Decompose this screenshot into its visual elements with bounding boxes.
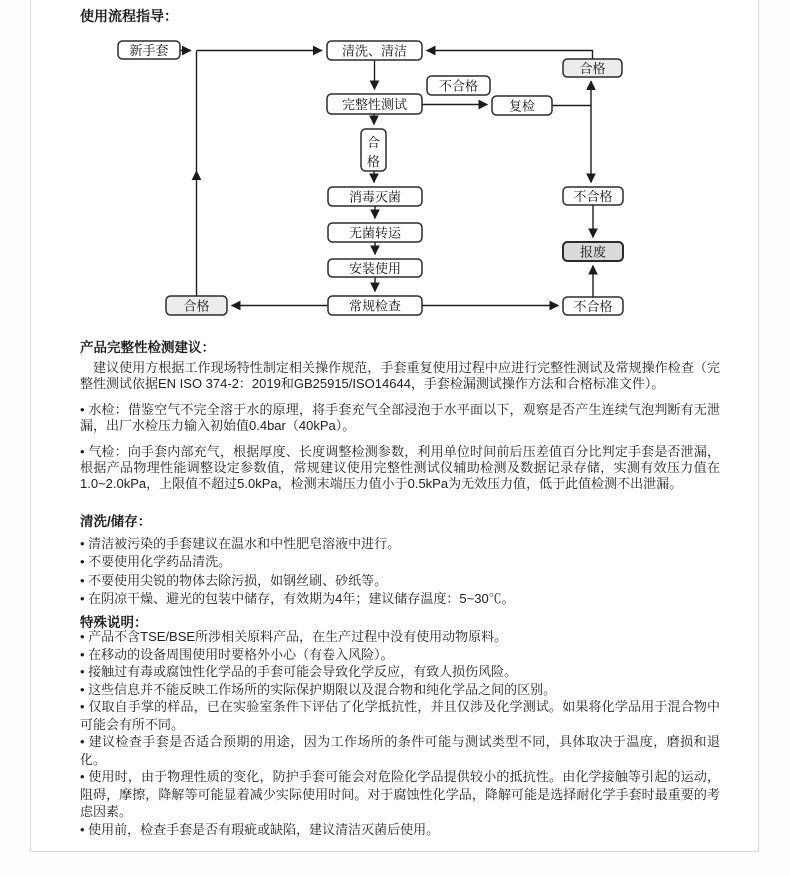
flow-label-disinfect: 消毒灭菌	[348, 189, 402, 205]
flow-label-sterile-transfer: 无菌转运	[348, 225, 402, 241]
flow-label-fail-right-1: 不合格	[573, 189, 613, 204]
flow-label-recheck: 复检	[508, 98, 536, 114]
flow-label-pass-mid-2: 格	[366, 154, 381, 169]
section-heading-cleaning: 清洗/储存：	[80, 514, 152, 529]
integrity-paragraph	[80, 360, 720, 392]
special-bullet-1: • 产品不含TSE/BSE所涉相关原料产品，在生产过程中没有使用动物原料。	[80, 629, 508, 644]
edge-pass-loop-wash	[427, 51, 593, 60]
flow-label-pass-top-right: 合格	[579, 61, 606, 76]
flow-label-scrap: 报废	[579, 244, 607, 260]
usage-flowchart	[0, 0, 790, 330]
flow-label-fail-bottom-right: 不合格	[573, 299, 613, 314]
special-bullet-5: • 仅取自手掌的样品，已在实验室条件下评估了化学抵抗性，并且仅涉及化学测试。如果将化学品用于混合物中可能会有所不同。	[80, 699, 720, 732]
bullet-air-test-text: • 气检：向手套内部充气，根据厚度、长度调整检测参数，利用单位时间前后压差值百分比判定手套是否泄漏，根据产品物理性能调整设定参数值，常规建议使用完整性测试仪辅助检测及数据记录存储，实测有效压力值在1.0~2.0kPa，上限值不超过5.0kPa，检测末端压力值小于0.5kPa为无效压力值，低于此值检测不出泄漏。	[80, 444, 720, 491]
special-bullets	[80, 628, 720, 838]
flow-label-fail-top: 不合格	[438, 78, 479, 94]
cleaning-bullet-1: • 清洁被污染的手套建议在温水和中性肥皂溶液中进行。	[80, 536, 401, 551]
section-heading-integrity: 产品完整性检测建议：	[80, 340, 215, 355]
flow-label-pass-bottom-left: 合格	[183, 298, 210, 314]
cleaning-bullet-4: • 在阴凉干燥、避光的包装中储存，有效期为4年；建议储存温度：5~30℃。	[80, 591, 515, 607]
special-bullet-7: • 使用时，由于物理性质的变化，防护手套可能会对危险化学品提供较小的抵抗性。由化学接触等引起的运动，阻碍，摩擦，降解等可能显着减少实际使用时间。对于腐蚀性化学品，降解可能是选择耐化学手套时最重要的考虑因素。	[80, 769, 720, 819]
cleaning-bullet-3: • 不要使用尖锐的物体去除污损，如钢丝刷、砂纸等。	[80, 572, 388, 588]
cleaning-bullet-2: • 不要使用化学药品清洗。	[80, 554, 232, 570]
special-bullet-8: • 使用前，检查手套是否有瑕疵或缺陷，建议清洁灭菌后使用。	[80, 821, 440, 837]
integrity-paragraph-text: 建议使用方根据工作现场特性制定相关操作规范，手套重复使用过程中应进行完整性测试及常规操作检查（完整性测试依据EN ISO 374-2：2019和GB25915/ISO14644，手套检漏测试操作方法和合格标准文件）。	[80, 360, 720, 391]
special-bullet-3: • 接触过有毒或腐蚀性化学品的手套可能会导致化学反应，有致人损伤风险。	[80, 664, 518, 679]
page-title: 使用流程指导：	[80, 8, 178, 24]
flow-label-pass-mid-1: 合	[366, 135, 381, 150]
flow-nodes	[118, 41, 623, 315]
bullet-water-test-text: • 水检：借鉴空气不完全溶于水的原理，将手套充气全部浸泡于水平面以下，观察是否产生连续气泡判断有无泄漏，出厂水检压力输入初始值0.4bar（40kPa）。	[80, 402, 720, 433]
flow-label-integrity-test: 完整性测试	[341, 96, 408, 112]
bullet-air-test	[80, 444, 720, 491]
bullet-water-test	[80, 402, 720, 434]
flow-label-install-use: 安装使用	[348, 261, 402, 276]
section-heading-special: 特殊说明：	[80, 615, 148, 630]
special-bullet-2: • 在移动的设备周围使用时要格外小心（有卷入风险）。	[80, 646, 394, 662]
special-bullet-6: • 建议检查手套是否适合预期的用途，因为工作场所的条件可能与测试类型不同，具体取决于温度，磨损和退化。	[80, 734, 720, 767]
flow-label-new-glove: 新手套	[129, 43, 169, 58]
flow-label-wash: 清洗、清洁	[341, 43, 408, 59]
flow-label-routine-check: 常规检查	[348, 298, 402, 314]
special-bullet-4: • 这些信息并不能反映工作场所的实际保护期限以及混合物和纯化学品之间的区别。	[80, 681, 557, 697]
cleaning-bullets	[80, 535, 720, 609]
